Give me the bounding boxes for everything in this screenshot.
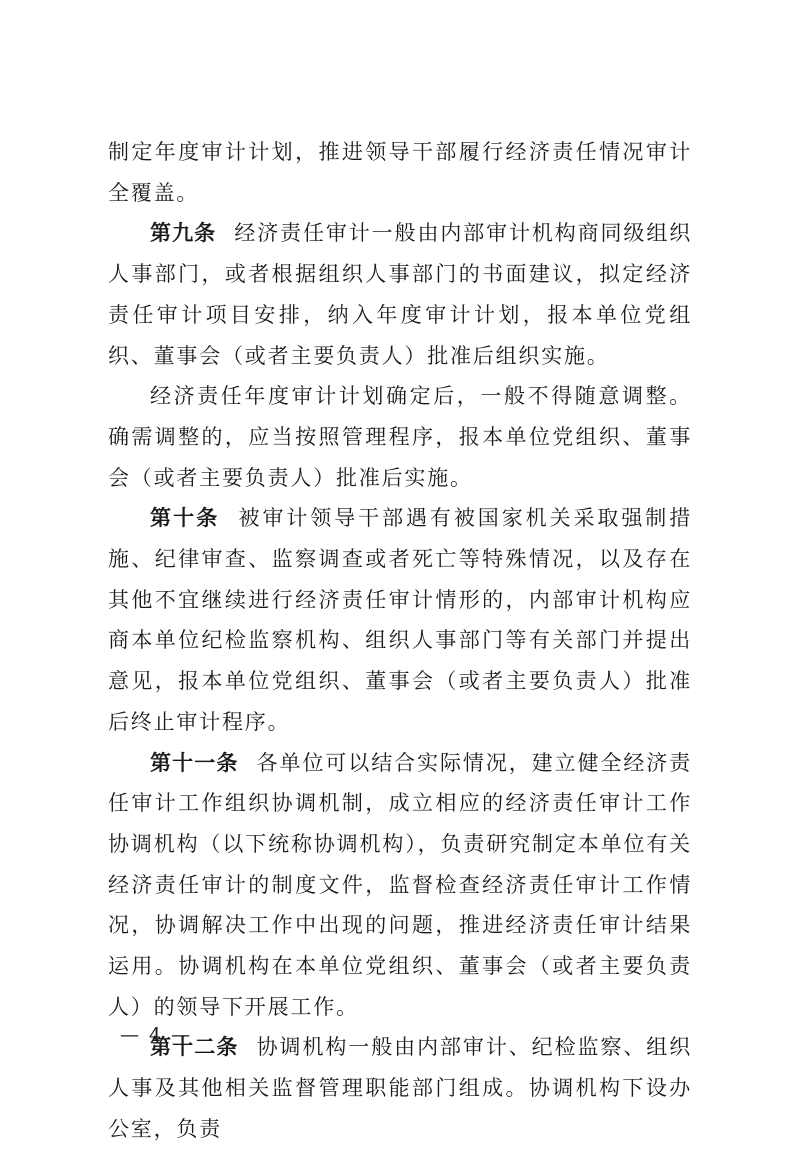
article-heading: 第十一条	[150, 750, 239, 775]
paragraph-text: 制定年度审计计划，推进领导干部履行经济责任情况审计全覆盖。	[108, 140, 692, 205]
paragraph-text: 经济责任审计一般由内部审计机构商同级组织人事部门，或者根据组织人事部门的书面建议，拟定经济责任审计项目安排，纳入年度审计计划，报本单位党组织、董事会（或者主要负责人）批准后组织实施。	[108, 221, 693, 368]
article-12	[108, 1027, 692, 1149]
article-11	[108, 743, 692, 1028]
paragraph-text: 经济责任年度审计计划确定后，一般不得随意调整。确需调整的，应当按照管理程序，报本单位党组织、董事会（或者主要负责人）批准后实施。	[108, 384, 692, 490]
paragraph-continuation	[108, 132, 692, 213]
article-9-paragraph-2	[108, 376, 692, 498]
article-heading: 第十二条	[150, 1035, 239, 1060]
paragraph-text: 协调机构一般由内部审计、纪检监察、组织人事及其他相关监督管理职能部门组成。协调机构下设办公室，负责	[108, 1035, 693, 1141]
article-heading: 第九条	[150, 221, 217, 246]
page-number: — 4 —	[120, 1024, 193, 1046]
article-heading: 第十条	[150, 506, 220, 531]
paragraph-text: 被审计领导干部遇有被国家机关采取强制措施、纪律审查、监察调查或者死亡等特殊情况，以及存在其他不宜继续进行经济责任审计情形的，内部审计机构应商本单位纪检监察机构、组织人事部门等有关部门并提出意见，报本单位党组织、董事会（或者主要负责人）批准后终止审计程序。	[108, 506, 693, 734]
article-10	[108, 498, 692, 742]
paragraph-text: 各单位可以结合实际情况，建立健全经济责任审计工作组织协调机制，成立相应的经济责任审计工作协调机构（以下统称协调机构），负责研究制定本单位有关经济责任审计的制度文件，监督检查经济责任审计工作情况，协调解决工作中出现的问题，推进经济责任审计结果运用。协调机构在本单位党组织、董事会（或者主要负责人）的领导下开展工作。	[108, 750, 693, 1019]
document-body	[108, 132, 692, 1150]
article-9	[108, 213, 692, 376]
